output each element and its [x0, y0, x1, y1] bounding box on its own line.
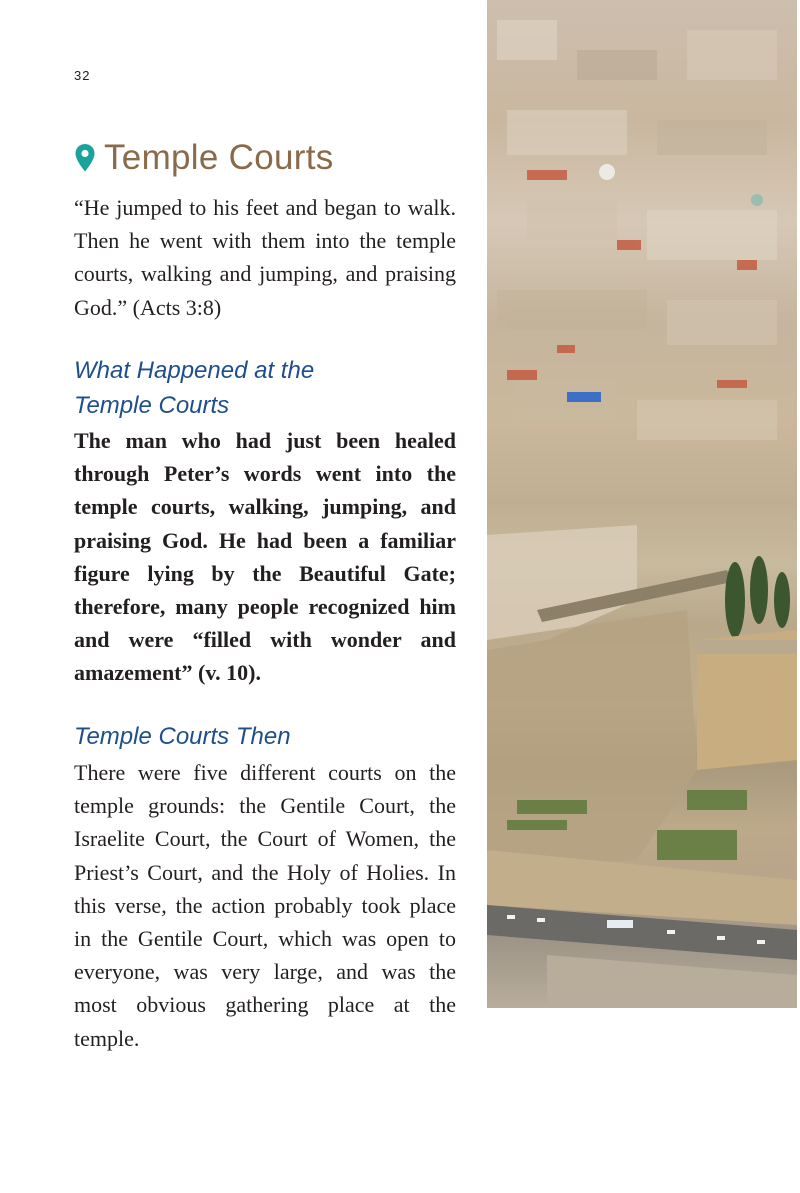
what-happened-heading [74, 353, 456, 423]
courts-then-heading: Temple Courts Then [74, 723, 291, 750]
page-number: 32 [74, 68, 91, 83]
what-happened-body: The man who had just been healed through Peter’s words went into the temple courts, walking, jumping, and praising God. He had been a familiar figure lying by the Beautiful Gate; therefore, many people recognized him and were “filled with wonder and amazement” (v. 10). [74, 428, 456, 686]
section-title: Temple Courts [104, 138, 334, 177]
aerial-photo-texture [487, 0, 797, 1008]
courts-then-body: There were five different courts on the temple grounds: the Gentile Court, the Israelite Court, the Court of Women, the Priest’s Court, and the Holy of Holies. In this verse, the action probably took place in the Gentile Court, which was open to everyone, was very large, and was the most obvious gathering place at the temple. [74, 760, 456, 1051]
section-title-row [74, 136, 334, 180]
location-pin-icon [74, 143, 96, 173]
what-happened-heading-line1: What Happened at the [74, 357, 315, 384]
what-happened-heading-line2: Temple Courts [74, 392, 230, 419]
scripture-quote: “He jumped to his feet and began to walk. Then he went with them into the temple courts, walking and jumping, and praising God.” (Acts 3:8) [74, 195, 456, 320]
jerusalem-aerial-photo [487, 0, 797, 1008]
